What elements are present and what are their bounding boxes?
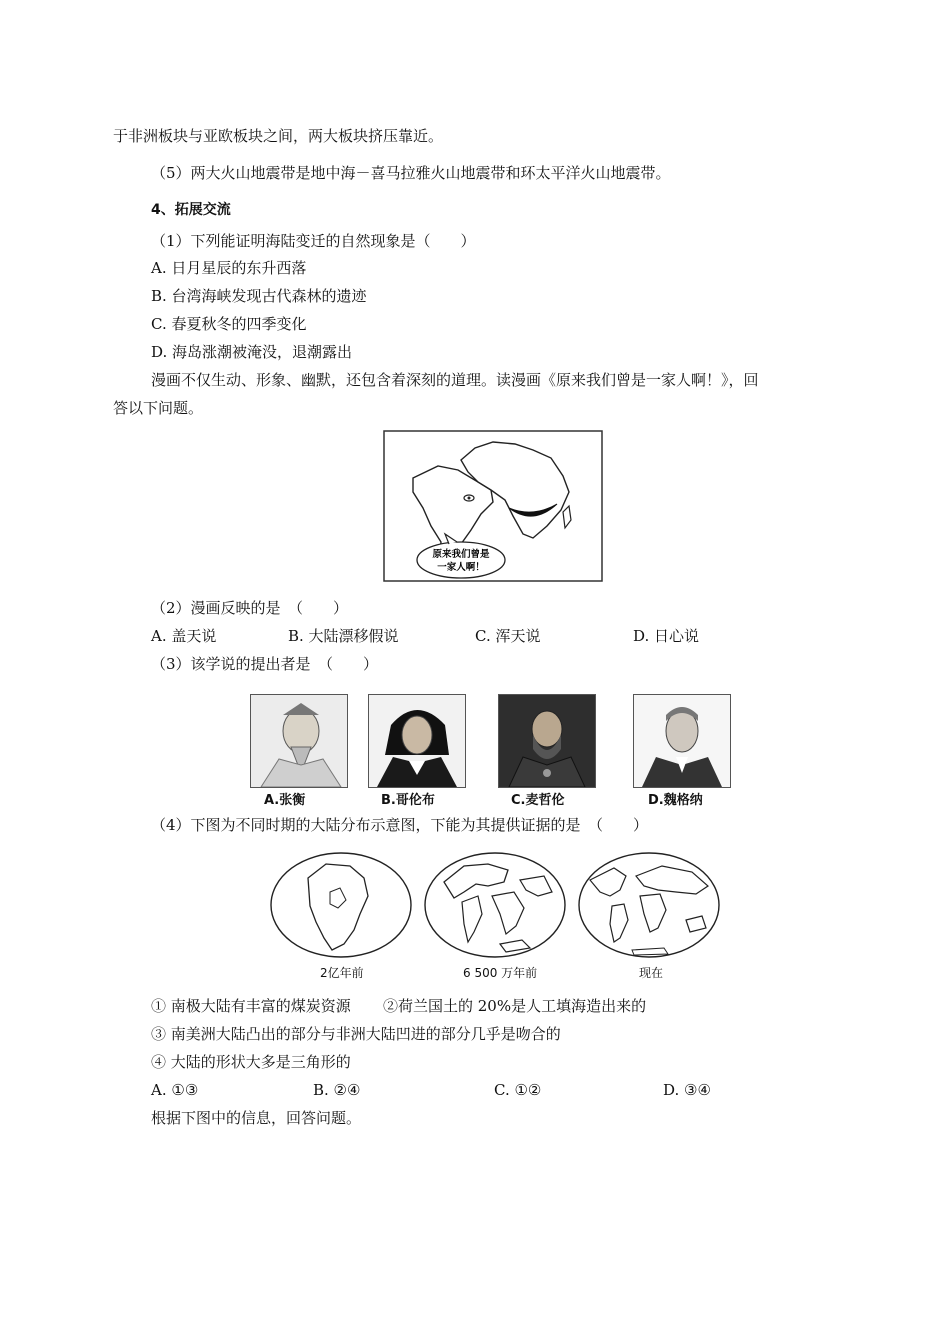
option-a: A. 盖天说 <box>151 627 217 645</box>
portrait-caption: D.魏格纳 <box>648 793 703 808</box>
section-heading: 4、拓展交流 <box>151 202 231 218</box>
text-line: 于非洲板块与亚欧板块之间，两大板块挤压靠近。 <box>113 127 444 145</box>
intro-text: 答以下问题。 <box>113 399 204 417</box>
evidence-option: ④ 大陆的形状大多是三角形的 <box>151 1053 351 1071</box>
portrait-caption: B.哥伦布 <box>381 793 435 808</box>
option-b: B. 台湾海峡发现古代森林的遗迹 <box>151 287 367 305</box>
portrait-caption: A.张衡 <box>264 793 306 808</box>
map-caption: 6 500 万年前 <box>463 966 538 980</box>
portrait-magellan <box>498 694 596 788</box>
question-2: （2）漫画反映的是 （ ） <box>151 599 349 617</box>
continent-cartoon <box>383 430 603 582</box>
portrait-columbus <box>368 694 466 788</box>
map-caption: 2亿年前 <box>320 966 364 980</box>
cartoon-drawing <box>383 430 603 582</box>
map-caption: 现在 <box>639 966 664 980</box>
option-a: A. 日月星辰的东升西落 <box>151 259 307 277</box>
option-c: C. ①② <box>494 1081 542 1099</box>
evidence-option: ① 南极大陆有丰富的煤炭资源 <box>151 997 351 1015</box>
option-a: A. ①③ <box>151 1081 199 1099</box>
closing-text: 根据下图中的信息，回答问题。 <box>151 1109 362 1127</box>
portrait-caption: C.麦哲伦 <box>511 793 565 808</box>
evidence-option: ③ 南美洲大陆凸出的部分与非洲大陆凹进的部分几乎是吻合的 <box>151 1025 561 1043</box>
bubble-text: 原来我们曾是 <box>432 549 490 560</box>
portrait-wegener <box>633 694 731 788</box>
option-b: B. ②④ <box>313 1081 361 1099</box>
option-d: D. 日心说 <box>633 627 700 645</box>
intro-text: 漫画不仅生动、形象、幽默，还包含着深刻的道理。读漫画《原来我们曾是一家人啊！》，回 <box>151 371 759 389</box>
drift-maps <box>268 852 748 982</box>
option-d: D. 海岛涨潮被淹没，退潮露出 <box>151 343 353 361</box>
question-1: （1）下列能证明海陆变迁的自然现象是（ ） <box>151 232 476 250</box>
question-4: （4）下图为不同时期的大陆分布示意图，下能为其提供证据的是 （ ） <box>151 816 649 834</box>
text-line: （5）两大火山地震带是地中海－喜马拉雅火山地震带和环太平洋火山地震带。 <box>151 164 671 182</box>
portrait-zhangheng <box>250 694 348 788</box>
option-d: D. ③④ <box>663 1081 711 1099</box>
question-3: （3）该学说的提出者是 （ ） <box>151 655 379 673</box>
option-b: B. 大陆漂移假说 <box>288 627 399 645</box>
option-c: C. 浑天说 <box>475 627 541 645</box>
evidence-option: ②荷兰国土的 20%是人工填海造出来的 <box>383 997 647 1015</box>
bubble-text: 一家人啊！ <box>437 562 485 573</box>
option-c: C. 春夏秋冬的四季变化 <box>151 315 307 333</box>
